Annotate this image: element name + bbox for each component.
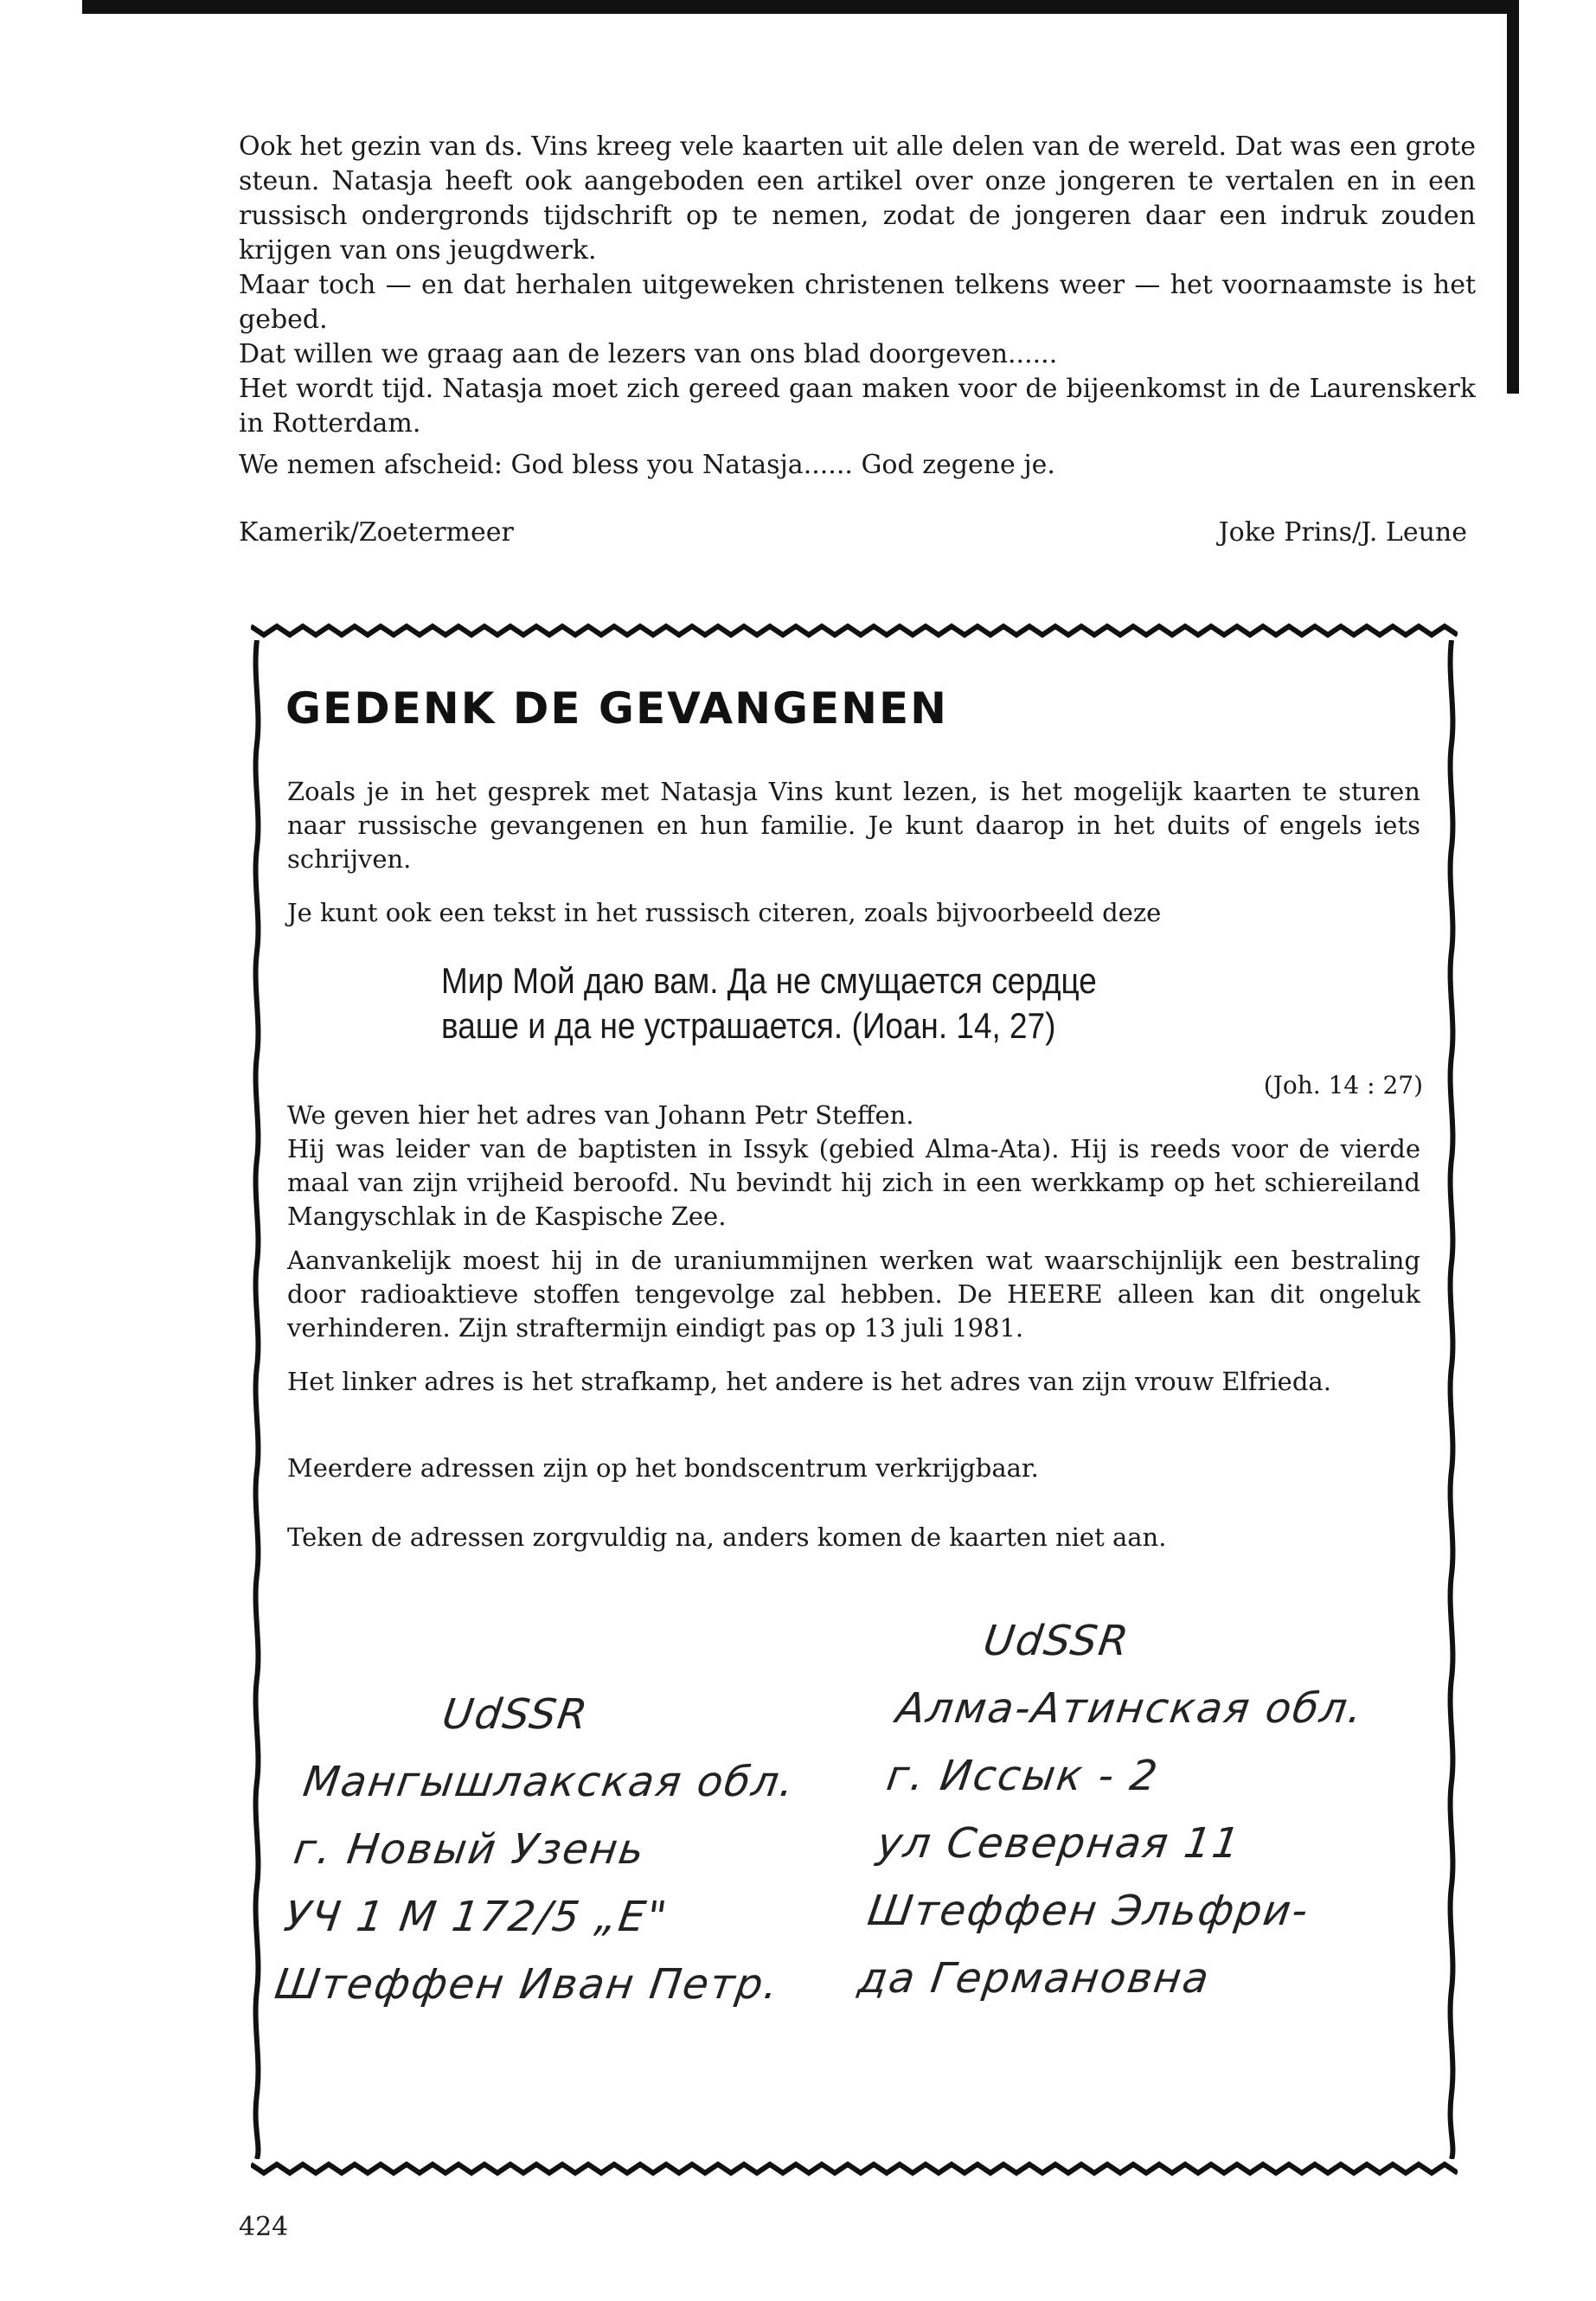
- article-paragraph: Ook het gezin van ds. Vins kreeg vele kaarten uit alle delen van de wereld. Dat was een grote steun. Natasja heeft ook aangeboden een artikel over onze jongeren te vertalen en in een russisch ondergronds tijdschrift op te nemen, zodat de jongeren daar een indruk zouden krijgen van ons jeugdwerk.: [239, 131, 1476, 266]
- russian-quote: [441, 958, 1097, 1048]
- page-right-border: [1507, 0, 1519, 394]
- article-intro: [239, 130, 1476, 441]
- box-address-section: [287, 1099, 1420, 1234]
- article-paragraph: Dat willen we graag aan de lezers van ons blad doorgeven......: [239, 339, 1058, 369]
- article-farewell: [239, 448, 1476, 483]
- article-paragraph: Maar toch — en dat herhalen uitgeweken christenen telkens weer — het voornaamste is het gebed.: [239, 270, 1476, 335]
- handwritten-line: Штеффен Иван Петр.: [272, 1960, 783, 2009]
- address-intro: We geven hier het adres van Johann Petr Steffen.: [287, 1100, 914, 1130]
- signoff-place: Kamerik/Zoetermeer: [239, 517, 514, 548]
- box-uranium: Aanvankelijk moest hij in de uraniummijnen werken wat waarschijnlijk een bestraling door radioaktieve stoffen tengevolge zal hebben. De HEERE alleen kan dit ongeluk verhinderen. Zijn straftermijn eindigt pas op 13 juli 1981.: [287, 1246, 1420, 1343]
- box-careful: Teken de adressen zorgvuldig na, anders komen de kaarten niet aan.: [287, 1522, 1167, 1552]
- handwritten-line: Штеффен Эльфри-: [864, 1887, 1313, 1935]
- handwritten-line: УЧ 1 М 172/5 „Е": [281, 1893, 671, 1941]
- box-left-border: [251, 640, 263, 2159]
- prisoners-box: [251, 621, 1458, 2178]
- quote-reference: (Joh. 14 : 27): [1263, 1071, 1423, 1099]
- page-number: 424: [239, 2212, 289, 2242]
- handwritten-line: г. Иссык - 2: [883, 1752, 1163, 1800]
- handwritten-line: г. Новый Узень: [291, 1825, 649, 1874]
- box-quote-intro: Je kunt ook een tekst in het russisch citeren, zoals bijvoorbeeld deze: [287, 898, 1162, 927]
- handwritten-address-left: [271, 1681, 822, 2018]
- box-addresses-note: Het linker adres is het strafkamp, het andere is het adres van zijn vrouw Elfrieda.: [287, 1367, 1331, 1396]
- box-heading: GEDENK DE GEVANGENEN: [285, 683, 949, 734]
- signoff-authors: Joke Prins/J. Leune: [1218, 517, 1467, 548]
- russian-quote-line: ваше и да не устрашается. (Иоан. 14, 27): [441, 1005, 1056, 1046]
- handwritten-line: UdSSR: [980, 1617, 1133, 1665]
- box-right-border: [1445, 640, 1458, 2159]
- prisoner-bio: Hij was leider van de baptisten in Issyk (gebied Alma-Ata). Hij is reeds voor de vierde maal van zijn vrijheid beroofd. Nu bevindt hij zich in een werkkamp op het schiereiland Mangyschlak in de Kaspische Zee.: [287, 1134, 1420, 1231]
- handwritten-line: Алма-Атинская обл.: [893, 1684, 1368, 1733]
- handwritten-line: UdSSR: [439, 1690, 593, 1739]
- article-paragraph: We nemen afscheid: God bless you Natasja...... God zegene je.: [239, 450, 1055, 480]
- handwritten-line: ул Северная 11: [874, 1819, 1245, 1868]
- handwritten-line: Мангышлакская обл.: [300, 1758, 799, 1806]
- page-top-border: [82, 0, 1518, 14]
- article-paragraph: Het wordt tijd. Natasja moet zich gereed gaan maken voor de bijeenkomst in de Laurenskerk in Rotterdam.: [239, 374, 1476, 439]
- box-top-border: [251, 621, 1458, 640]
- box-bottom-border: [251, 2159, 1458, 2178]
- handwritten-address-right: [854, 1607, 1377, 2012]
- handwritten-line: да Германовна: [855, 1954, 1214, 2003]
- box-more: Meerdere adressen zijn op het bondscentrum verkrijgbaar.: [287, 1453, 1039, 1483]
- russian-quote-line: Мир Мой даю вам. Да не смущается сердце: [441, 960, 1097, 1001]
- box-intro: Zoals je in het gesprek met Natasja Vins kunt lezen, is het mogelijk kaarten te sturen naar russische gevangenen en hun familie. Je kunt daarop in het duits of engels iets schrijven.: [287, 777, 1420, 874]
